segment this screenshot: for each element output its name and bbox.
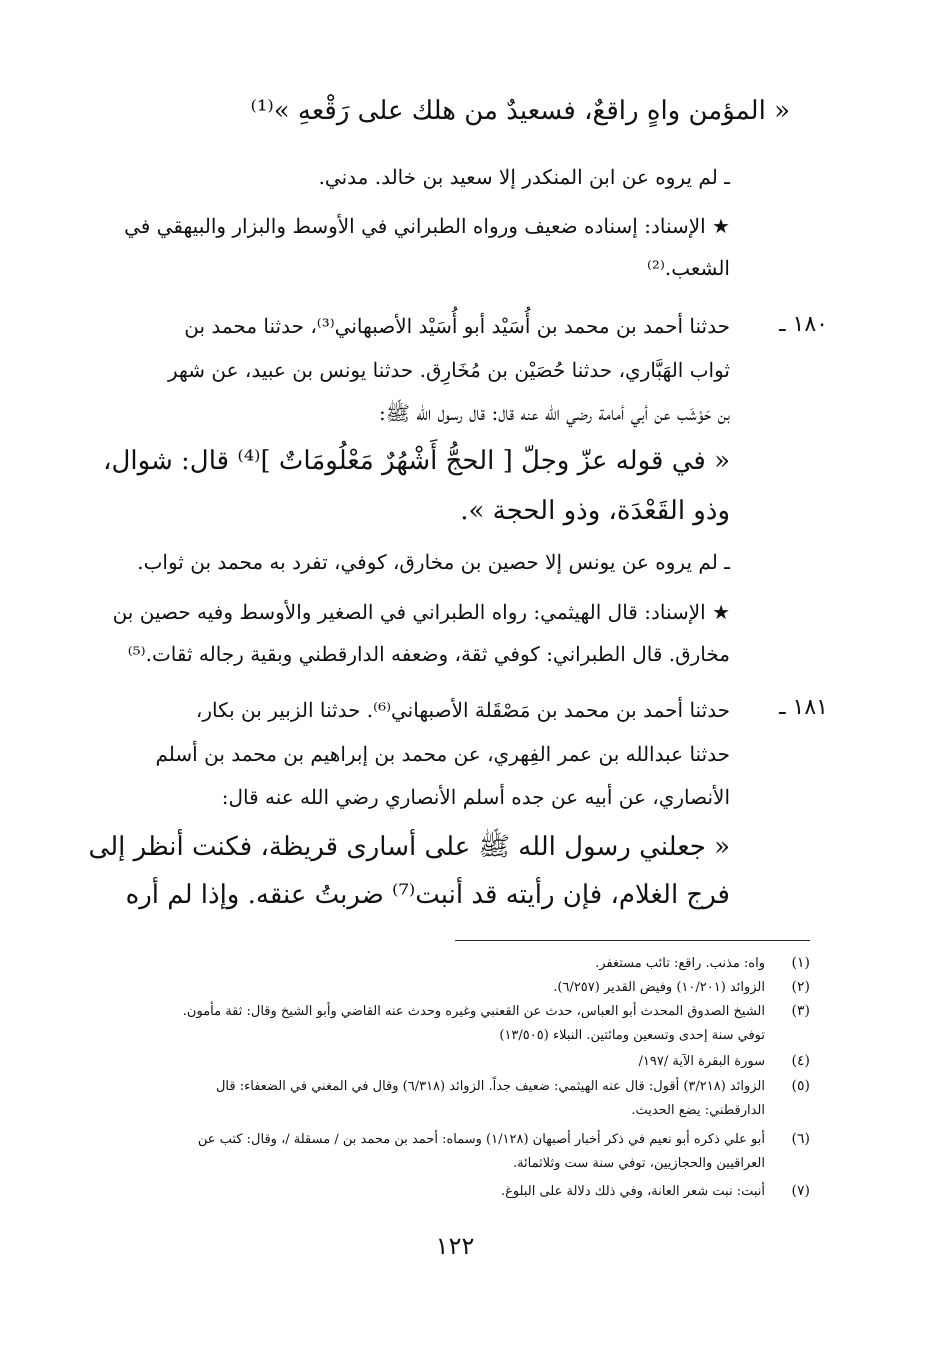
hadith-chain-line: بن حَوْشَب عن أبي أمامة رضي الله عنه قال: قال رسول الله ﷺ:	[378, 401, 730, 425]
hadith-quote-line: « في قوله عزّ وجلّ [ الحجُّ أَشْهُرٌ مَعْلُومَاتٌ ]⁽⁴⁾ قال: شوال،	[103, 446, 730, 476]
footnote-text: أبو علي ذكره أبو نعيم في ذكر أخبار أصبهان (١/١٢٨) وسماه: أحمد بن محمد بن / مسقلة /، وقال: كتب عن	[197, 1132, 765, 1147]
hadith-chain-line: ثواب الهَبَّاري، حدثنا حُصَيْن بن مُخَارِق. حدثنا يونس بن عبيد، عن شهر	[168, 358, 730, 382]
isnad-note: ★ الإسناد: إسناده ضعيف ورواه الطبراني في الأوسط والبزار والبيهقي في	[124, 214, 730, 238]
footnote-separator	[455, 940, 810, 941]
isnad-note-continued: مخارق. قال الطبراني: كوفي ثقة، وضعفه الدارقطني وبقية رجاله ثقات.⁽⁵⁾	[127, 642, 730, 666]
footnote-text: الدارقطني: يضع الحديث.	[631, 1103, 765, 1118]
hadith-quote-line: « جعلني رسول الله ﷺ على أسارى قريظة، فكنت أنظر إلى	[88, 832, 730, 862]
hadith-number-180: ١٨٠ ـ	[779, 312, 828, 337]
footnote-number: (٦)	[791, 1131, 810, 1147]
footnote-number: (١)	[791, 955, 810, 971]
narration-note: ـ لم يروه عن ابن المنكدر إلا سعيد بن خالد. مدني.	[318, 165, 730, 189]
isnad-note: ★ الإسناد: قال الهيثمي: رواه الطبراني في الصغير والأوسط وفيه حصين بن	[112, 600, 730, 624]
footnote-number: (٤)	[791, 1053, 810, 1069]
hadith-quote-line: « المؤمن واهٍ راقعٌ، فسعيدٌ من هلك على رَقْعهِ »⁽¹⁾	[250, 96, 790, 126]
footnote-text: توفي سنة إحدى وتسعين ومائتين. النبلاء (١٣/٥٠٥)	[499, 1028, 765, 1043]
footnote-text: الزوائد (١٠/٢٠١) وفيض القدير (٦/٢٥٧).	[553, 980, 765, 995]
hadith-quote-line: فرج الغلام، فإن رأيته قد أنبت⁽⁷⁾ ضربتُ عنقه. وإذا لم أره	[125, 880, 730, 910]
hadith-chain-line: حدثنا أحمد بن محمد بن مَصْقَلة الأصبهاني⁽⁶⁾. حدثنا الزبير بن بكار،	[195, 698, 730, 722]
footnote-number: (٧)	[791, 1183, 810, 1199]
narration-note: ـ لم يروه عن يونس إلا حصين بن مخارق، كوفي، تفرد به محمد بن ثواب.	[137, 550, 730, 574]
footnote-number: (٢)	[791, 979, 810, 995]
footnote-text: أنبت: نبت شعر العانة، وفي ذلك دلالة على البلوغ.	[500, 1184, 765, 1199]
footnote-text: سورة البقرة الآية /١٩٧/	[638, 1054, 765, 1069]
hadith-chain-line: حدثنا عبدالله بن عمر الفِهري، عن محمد بن إبراهيم بن محمد بن أسلم	[155, 742, 730, 766]
footnote-number: (٣)	[791, 1003, 810, 1019]
footnote-text: واه: مذنب. راقع: تائب مستغفر.	[595, 956, 765, 971]
hadith-chain-line: الأنصاري، عن أبيه عن جده أسلم الأنصاري رضي الله عنه قال:	[221, 785, 730, 809]
footnote-text: الزوائد (٣/٢١٨) أقول: قال عنه الهيثمي: ضعيف جداً. الزوائد (٦/٣١٨) وقال في المغني في الضعفاء: قال	[215, 1079, 765, 1094]
footnote-text: الشيخ الصدوق المحدث أبو العباس، حدث عن القعنبي وغيره وحدث عنه القاضي وأبو الشيخ وقال: ثقة مأمون.	[182, 1004, 765, 1019]
hadith-chain-line: حدثنا أحمد بن محمد بن أُسَيْد أبو أُسَيْد الأصبهاني⁽³⁾، حدثنا محمد بن	[184, 314, 730, 338]
isnad-note-continued: الشعب.⁽²⁾	[646, 256, 730, 280]
footnote-text: العراقيين والحجازيين، توفي سنة ست وثلاثمائة.	[512, 1156, 765, 1171]
footnote-number: (٥)	[791, 1078, 810, 1094]
hadith-number-181: ١٨١ ـ	[779, 695, 828, 720]
page-number: ١٢٢	[435, 1232, 475, 1260]
hadith-quote-line: وذو القَعْدَة، وذو الحجة ».	[460, 496, 730, 526]
